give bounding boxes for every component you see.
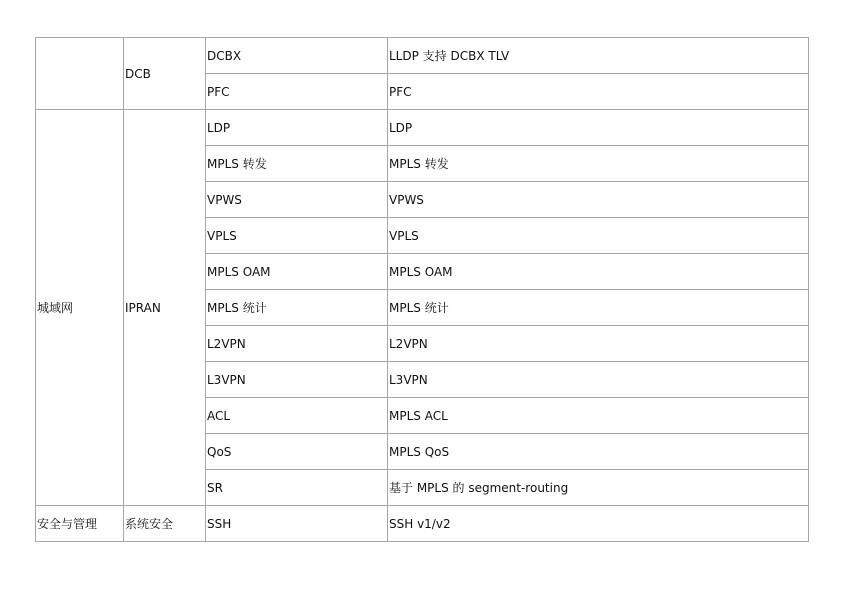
feature-cell: ACL <box>206 398 388 434</box>
description-cell: SSH v1/v2 <box>388 506 809 542</box>
description-cell: VPWS <box>388 182 809 218</box>
category-cell: 安全与管理 <box>36 506 124 542</box>
feature-cell: LDP <box>206 110 388 146</box>
subcategory-cell: IPRAN <box>124 110 206 506</box>
table-row <box>36 38 809 74</box>
feature-cell: MPLS 统计 <box>206 290 388 326</box>
feature-spec-table <box>35 37 809 542</box>
feature-cell: QoS <box>206 434 388 470</box>
category-cell <box>36 38 124 110</box>
description-cell: L2VPN <box>388 326 809 362</box>
table-row <box>36 506 809 542</box>
category-cell: 城域网 <box>36 110 124 506</box>
description-cell: L3VPN <box>388 362 809 398</box>
subcategory-cell: DCB <box>124 38 206 110</box>
description-cell: MPLS 转发 <box>388 146 809 182</box>
table-row <box>36 110 809 146</box>
feature-cell: L3VPN <box>206 362 388 398</box>
description-cell: LDP <box>388 110 809 146</box>
feature-cell: VPWS <box>206 182 388 218</box>
description-cell: 基于 MPLS 的 segment-routing <box>388 470 809 506</box>
description-cell: PFC <box>388 74 809 110</box>
description-cell: MPLS ACL <box>388 398 809 434</box>
feature-cell: MPLS 转发 <box>206 146 388 182</box>
feature-cell: VPLS <box>206 218 388 254</box>
feature-cell: MPLS OAM <box>206 254 388 290</box>
feature-cell: L2VPN <box>206 326 388 362</box>
feature-cell: SR <box>206 470 388 506</box>
feature-cell: DCBX <box>206 38 388 74</box>
description-cell: MPLS QoS <box>388 434 809 470</box>
feature-cell: PFC <box>206 74 388 110</box>
description-cell: VPLS <box>388 218 809 254</box>
description-cell: MPLS 统计 <box>388 290 809 326</box>
subcategory-cell: 系统安全 <box>124 506 206 542</box>
feature-cell: SSH <box>206 506 388 542</box>
description-cell: LLDP 支持 DCBX TLV <box>388 38 809 74</box>
description-cell: MPLS OAM <box>388 254 809 290</box>
